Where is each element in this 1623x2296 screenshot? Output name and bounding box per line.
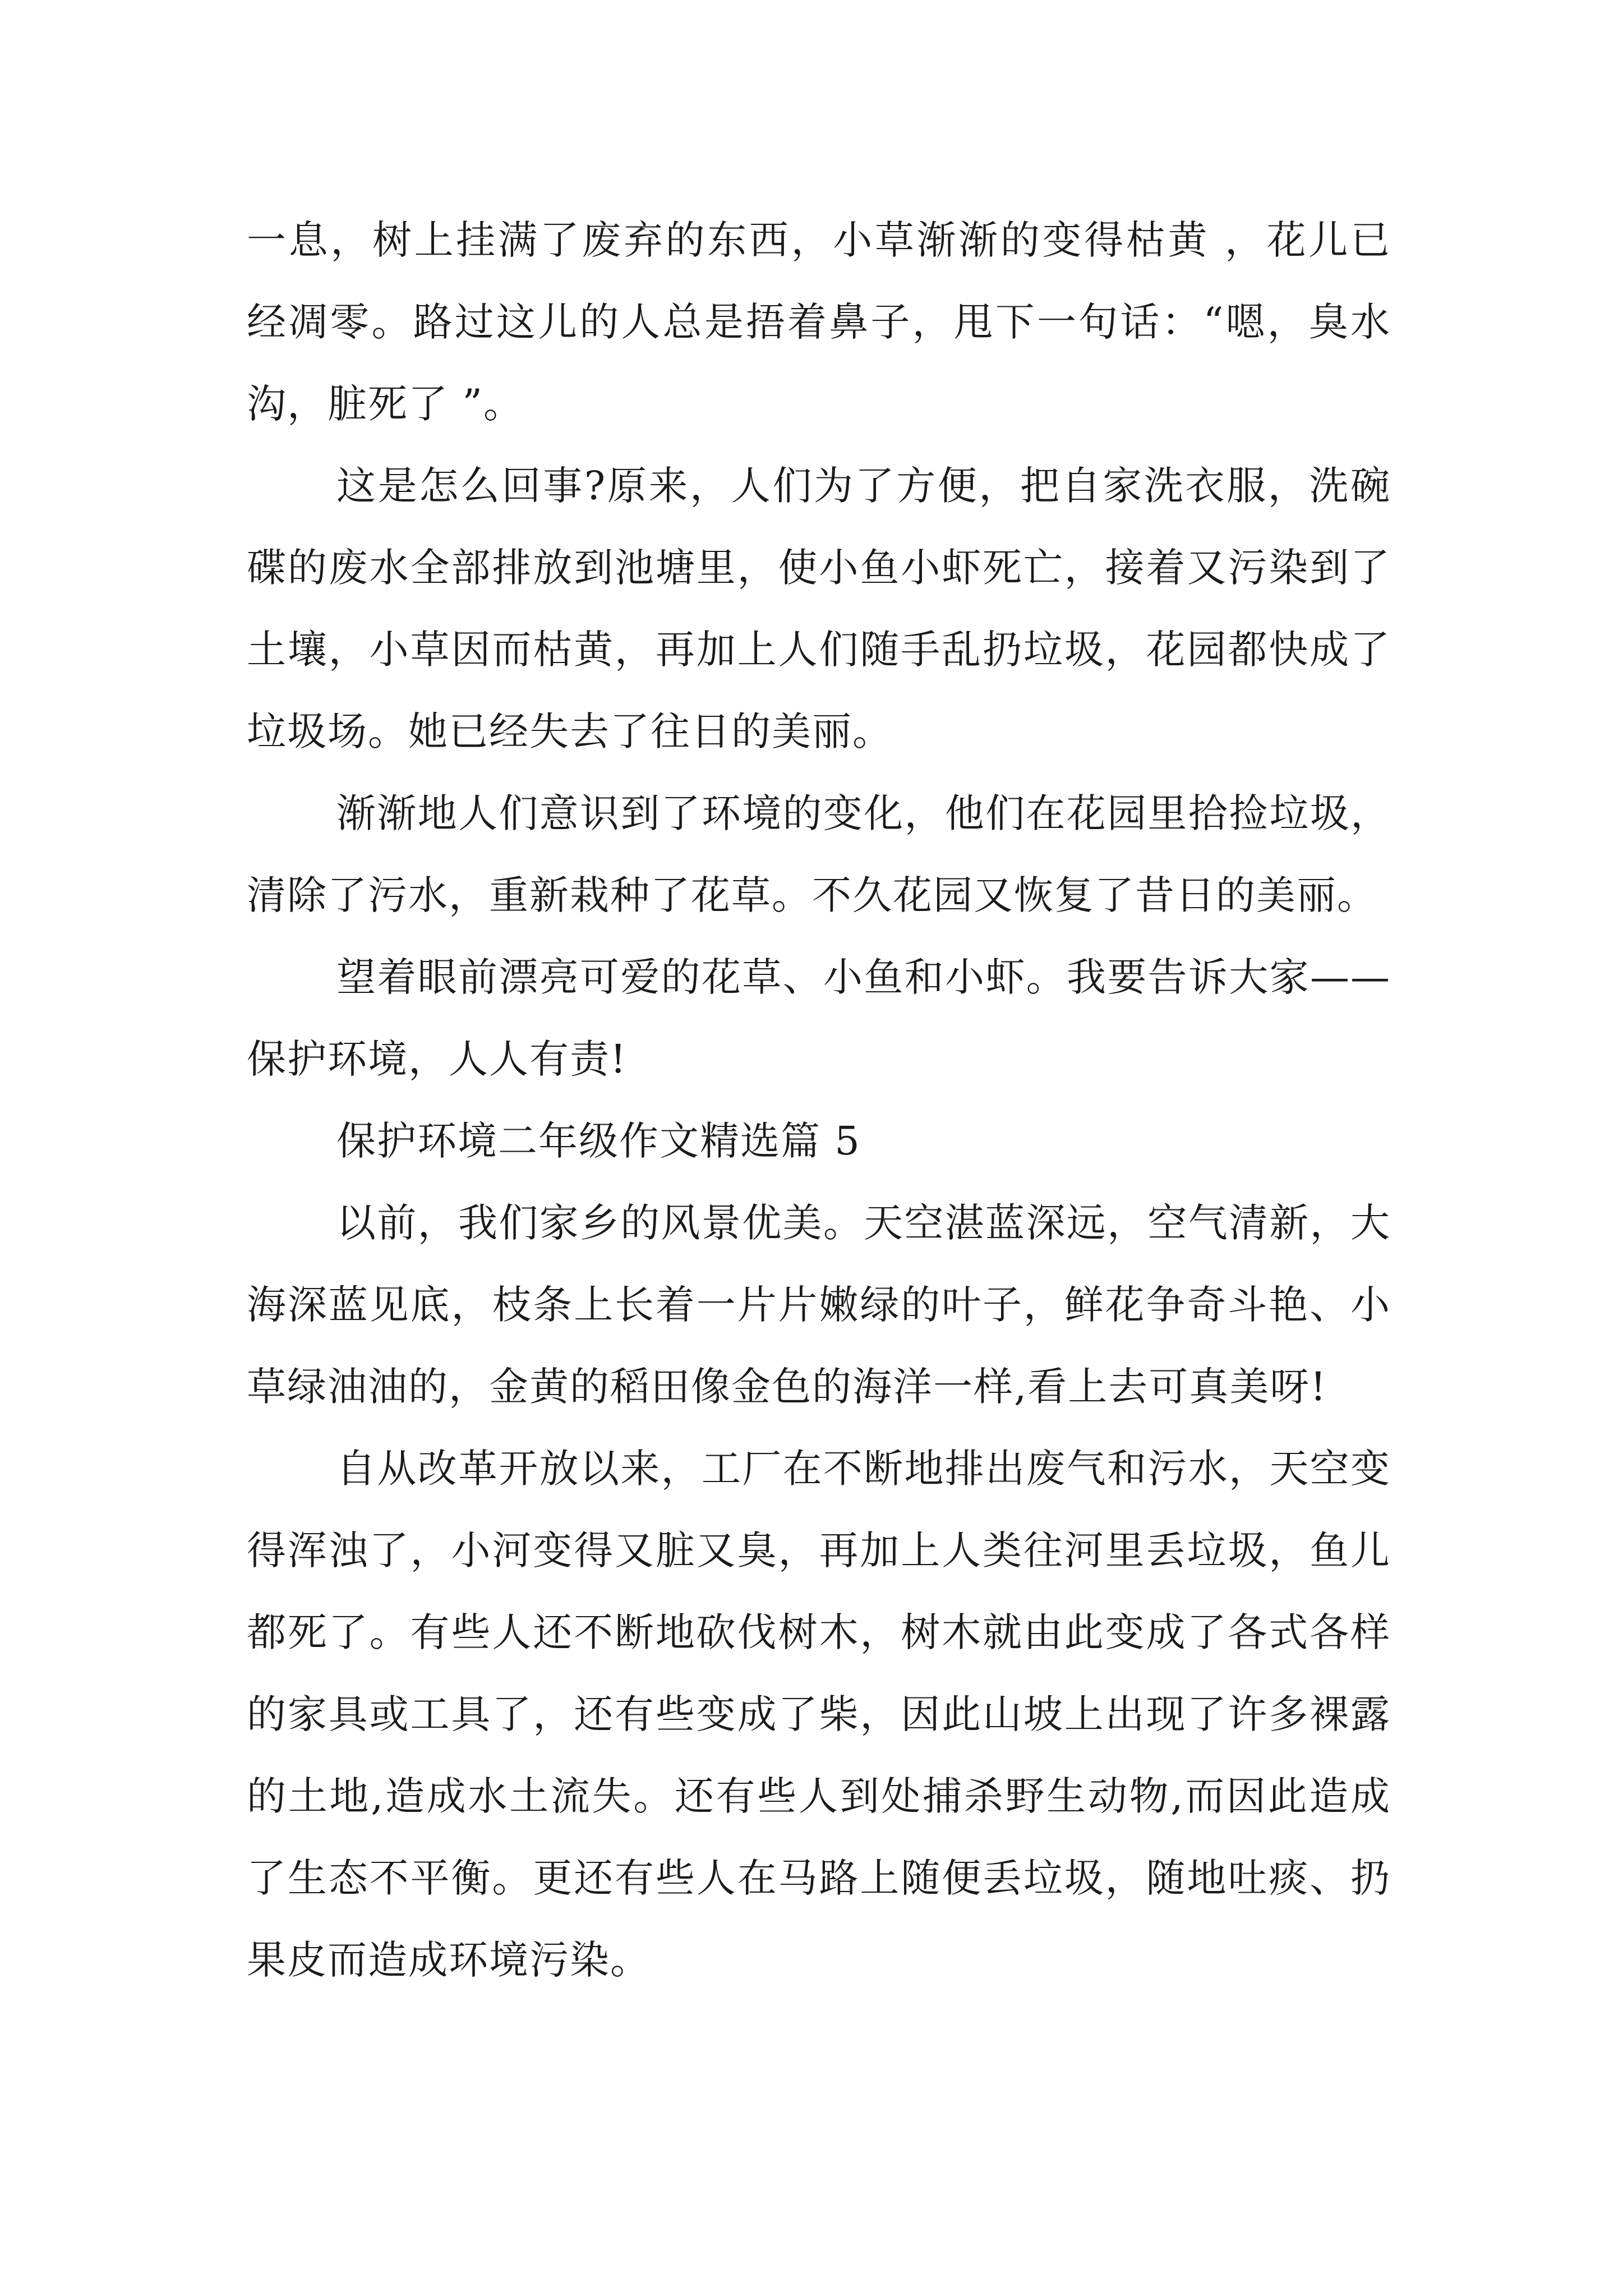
document-body	[247, 199, 1391, 2001]
paragraph: 这是怎么回事?原来，人们为了方便，把自家洗衣服，洗碗碟的废水全部排放到池塘里，使小鱼小虾死亡，接着又污染到了土壤，小草因而枯黄，再加上人们随手乱扔垃圾，花园都快成了垃圾场。她已经失去了往日的美丽。	[247, 463, 1391, 754]
paragraph: 以前，我们家乡的风景优美。天空湛蓝深远，空气清新，大海深蓝见底，枝条上长着一片片嫩绿的叶子，鲜花争奇斗艳、小草绿油油的，金黄的稻田像金色的海洋一样,看上去可真美呀!	[247, 1200, 1391, 1410]
paragraph: 一息，树上挂满了废弃的东西，小草渐渐的变得枯黄 ，花儿已经凋零。路过这儿的人总是捂着鼻子，甩下一句话：“嗯，臭水沟，脏死了 ”。	[247, 217, 1391, 427]
paragraph: 望着眼前漂亮可爱的花草、小鱼和小虾。我要告诉大家——保护环境，人人有责!	[247, 954, 1391, 1082]
paragraph: 渐渐地人们意识到了环境的变化，他们在花园里拾捡垃圾，清除了污水，重新栽种了花草。不久花园又恢复了昔日的美丽。	[247, 790, 1391, 918]
paragraph: 自从改革开放以来，工厂在不断地排出废气和污水，天空变得浑浊了，小河变得又脏又臭，再加上人类往河里丢垃圾，鱼儿都死了。有些人还不断地砍伐树木，树木就由此变成了各式各样的家具或工具了，还有些变成了柴，因此山坡上出现了许多裸露的土地,造成水土流失。还有些人到处捕杀野生动物,而因此造成了生态不平衡。更还有些人在马路上随便丢垃圾，随地吐痰、扔果皮而造成环境污染。	[247, 1446, 1391, 1983]
section-heading: 保护环境二年级作文精选篇 5	[336, 1118, 861, 1164]
